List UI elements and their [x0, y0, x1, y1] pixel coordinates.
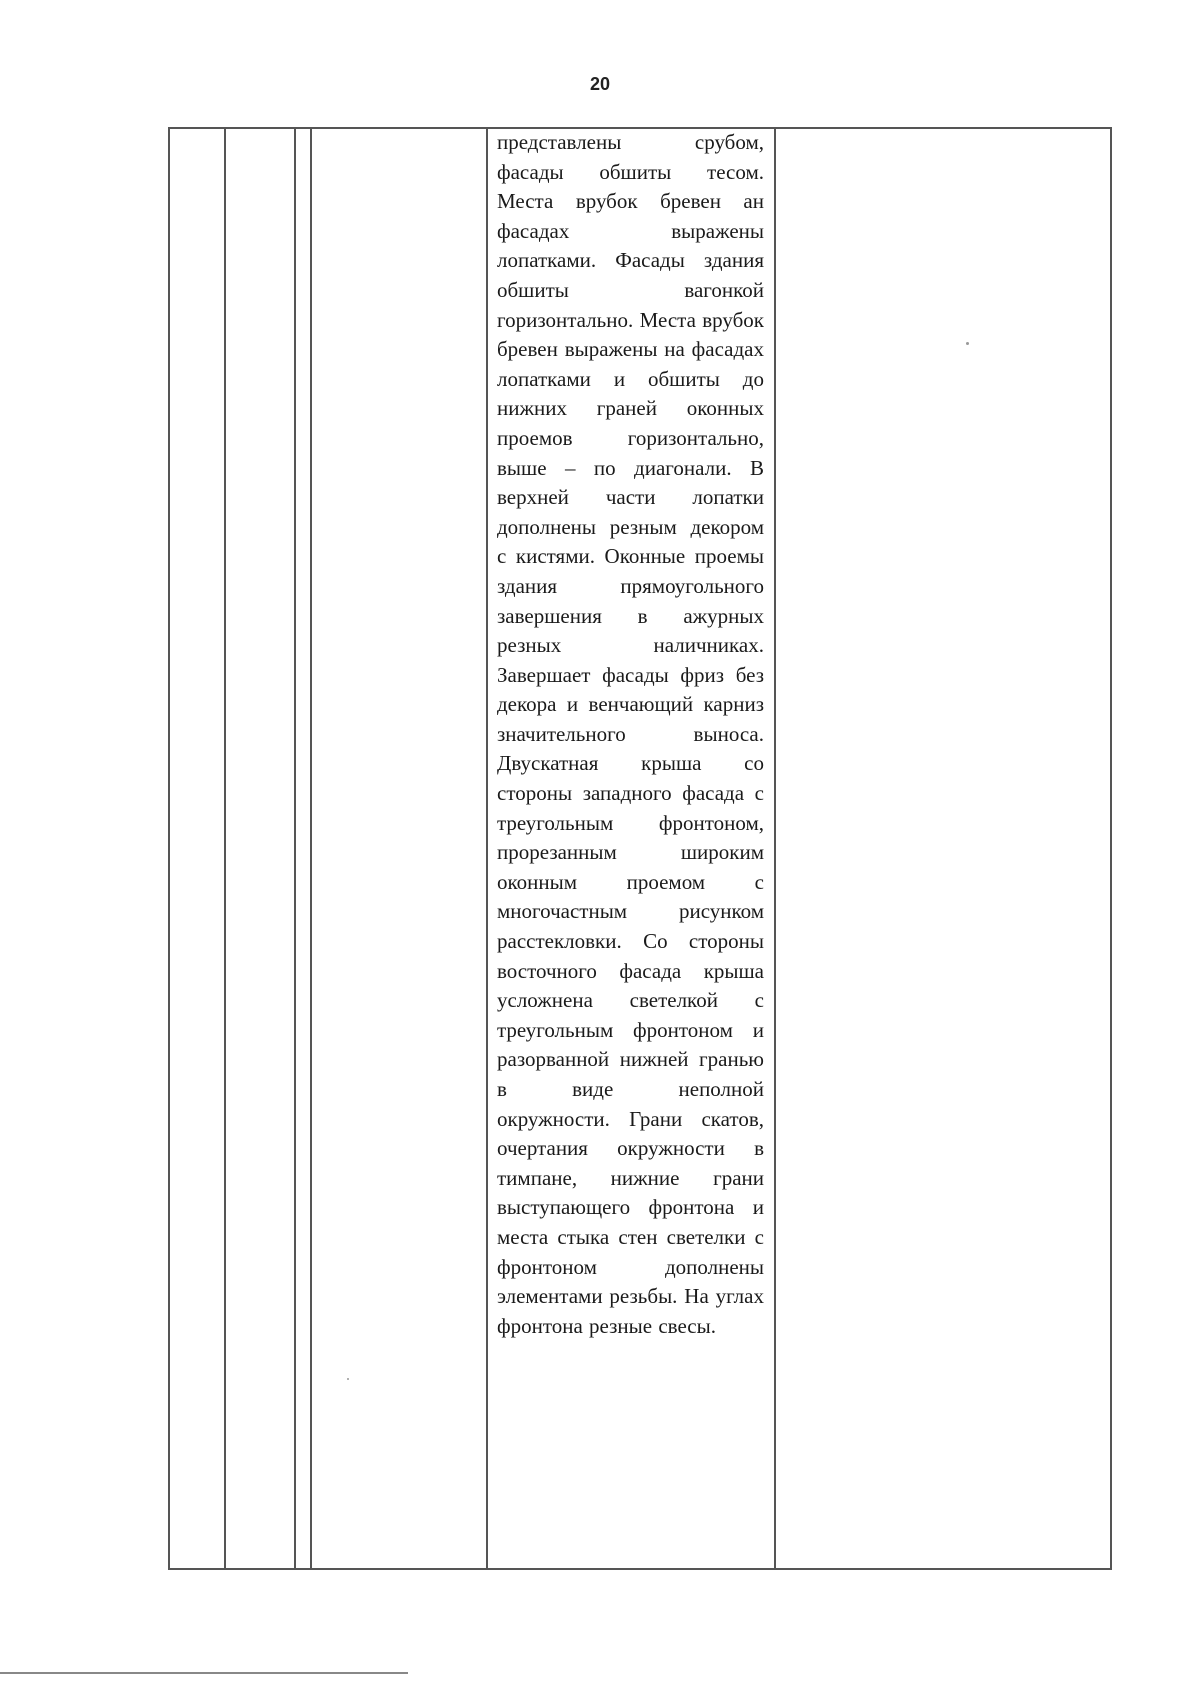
scan-speck: [966, 342, 969, 345]
page-number: 20: [589, 74, 611, 94]
description-cell-text: представлены срубом, фасады обшиты тесом. Места врубок бревен ан фасадах выражены лопатками. Фасады здания обшиты вагонкой горизонтально. Места врубок бревен выражены на фасадах лопатками и обшиты до нижних граней оконных проемов горизонтально, выше – по диагонали. В верхней части лопатки дополнены резным декором с кистями. Оконные проемы здания прямоугольного завершения в ажурных резных наличниках. Завершает фасады фриз без декора и венчающий карниз значительного выноса. Двускатная крыша со стороны западного фасада с треугольным фронтоном, прорезанным широким оконным проемом с многочастным рисунком расстекловки. Со стороны восточного фасада крыша усложнена светелкой с треугольным фронтоном и разорванной нижней гранью в виде неполной окружности. Грани скатов, очертания окружности в тимпане, нижние грани выступающего фронтона и места стыка стен светелки с фронтоном дополнены элементами резьбы. На углах фронтона резные свесы.: [497, 130, 764, 1338]
column-divider-1: [224, 127, 226, 1570]
footnote-rule: [0, 1672, 408, 1674]
scan-speck: [347, 1378, 349, 1380]
column-divider-4: [486, 127, 488, 1570]
column-divider-3: [310, 127, 312, 1570]
column-divider-2: [294, 127, 296, 1570]
column-divider-5: [774, 127, 776, 1570]
